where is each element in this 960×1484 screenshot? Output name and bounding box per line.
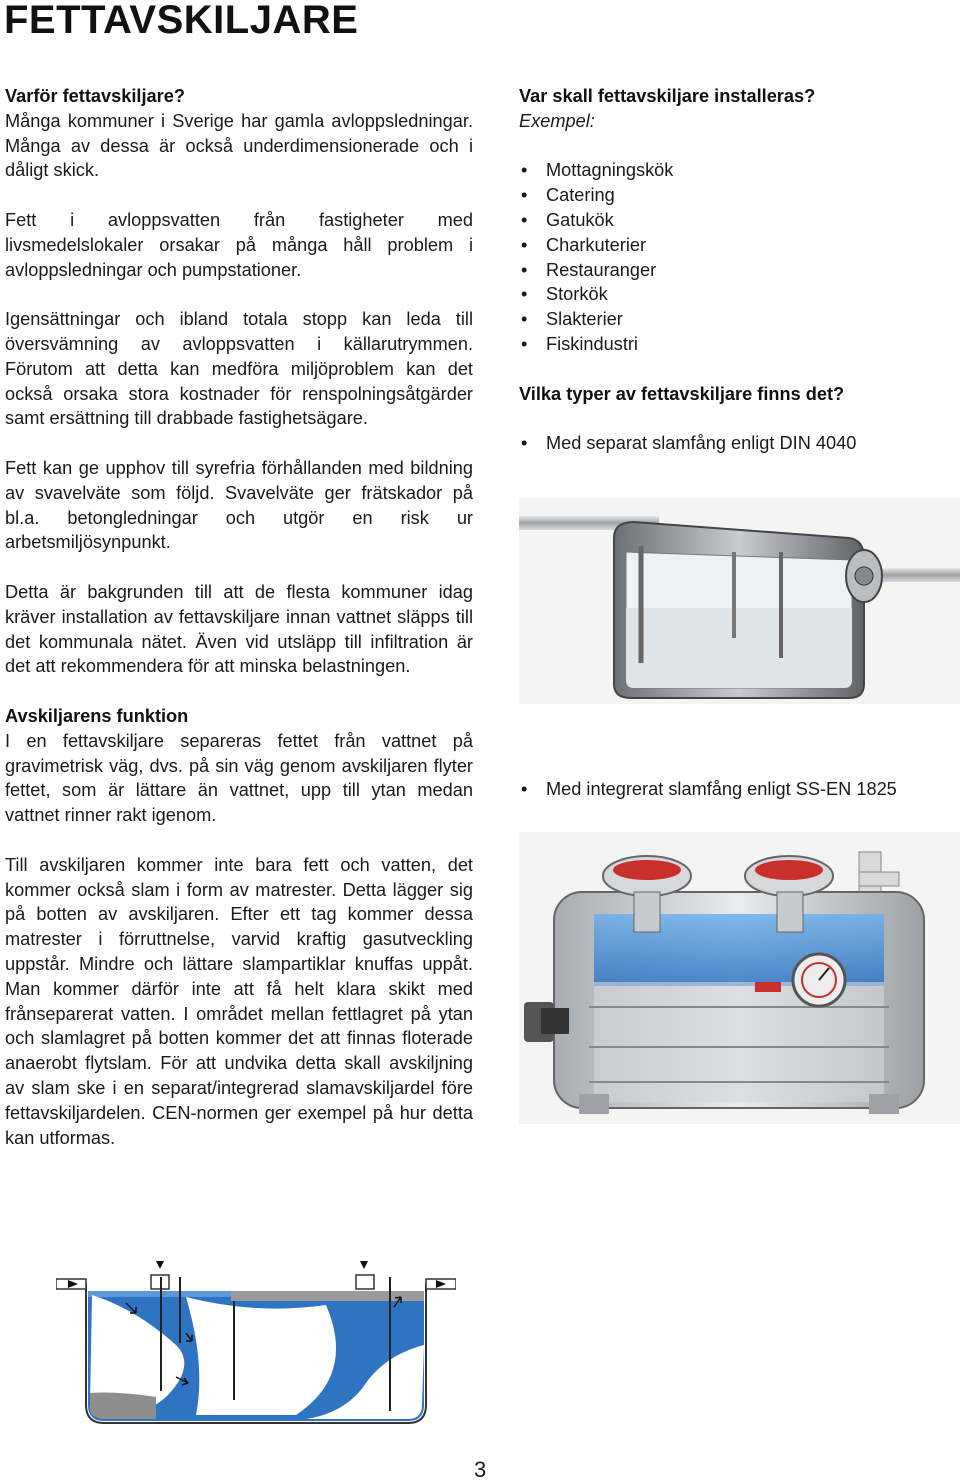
paragraph-blockages: Igensättningar och ibland totala stopp kan leda till översvämning av avloppsvatten i källarutrymmen. Förutom att detta kan medföra miljöproblem kan det också orsaka stora kostnader för renspolningsåtgärder samt ersättning till drabbade fastighetsägare. — [5, 309, 473, 429]
types-list-1 — [519, 431, 939, 456]
type-ss-en1825: • Med integrerat slamfång enligt SS-EN 1825 — [519, 777, 949, 802]
why-heading: Varför fettavskiljare? — [5, 86, 185, 106]
function-heading: Avskiljarens funktion — [5, 705, 189, 726]
left-column — [5, 84, 473, 555]
list-item: • Storkök — [519, 282, 939, 307]
separator-section-diagram — [56, 1255, 456, 1440]
list-item: • Catering — [519, 183, 939, 208]
examples-label: Exempel: — [519, 110, 595, 131]
paragraph-hydrogen-sulfide: Fett kan ge upphov till syrefria förhållanden med bildning av svavelväte som följd. Svavelväte ger frätskador på bl.a. betongledningar och utgör en risk ur arbetsmiljösynpunkt. — [5, 457, 473, 553]
paragraph-sludge: Till avskiljaren kommer inte bara fett och vatten, det kommer också slam i form av matrester. Detta lägger sig på botten av avskiljaren. Efter ett tag kommer dessa matrester i förruttnelse, varvid kraftig gasutveckling uppstår. Mindre och lättare slampartiklar knuffas uppåt. Man kommer därför inte att få helt klara skikt med frånseparerat vatten. I området mellan fettlagret på ytan och slamlagret på botten kommer det att finnas floterade anaerobt flytslam. För att undvika detta skall avskiljning av slam ske i en separat/integrerad slamavskiljardel före fettavskiljardelen. CEN-normen ger exempel på hur detta kan utformas. — [5, 854, 473, 1148]
list-item: • Mottagningskök — [519, 158, 939, 183]
list-item: • Restauranger — [519, 258, 939, 283]
list-item: • Fiskindustri — [519, 332, 939, 357]
types-list-2 — [519, 777, 949, 802]
page-number: 3 — [474, 1457, 487, 1482]
paragraph-function: I en fettavskiljare separeras fettet från vattnet på gravimetrisk väg, dvs. på sin väg genom avskiljaren flyter fettet, som är lättare än vattnet, upp till ytan medan vattnet rinner rakt igenom. — [5, 730, 473, 826]
paragraph-old-pipes: Många kommuner i Sverige har gamla avloppsledningar. Många av dessa är också underdimensionerade och i dåligt skick. — [5, 110, 473, 181]
page-title: FETTAVSKILJARE — [4, 0, 359, 42]
list-item: • Charkuterier — [519, 233, 939, 258]
left-column-lower — [5, 580, 473, 1150]
right-column — [519, 84, 939, 456]
where-heading: Var skall fettavskiljare installeras? — [519, 86, 816, 106]
paragraph-background: Detta är bakgrunden till att de flesta kommuner idag kräver installation av fettavskiljare innan vattnet släpps till det kommunala nätet. Även vid utsläpp till infiltration är det att rekommendera för att minska belastningen. — [5, 582, 473, 677]
separator-illustration-din4040 — [519, 498, 960, 704]
list-item: • Gatukök — [519, 208, 939, 233]
separator-illustration-ss-en1825 — [519, 832, 960, 1124]
type-din4040: • Med separat slamfång enligt DIN 4040 — [519, 431, 939, 456]
list-item: • Slakterier — [519, 307, 939, 332]
paragraph-fat-problems: Fett i avloppsvatten från fastigheter med livsmedelslokaler orsakar på många håll problem i avloppsledningar och pumpstationer. — [5, 209, 473, 280]
types-heading: Vilka typer av fettavskiljare finns det? — [519, 383, 845, 404]
examples-list — [519, 158, 939, 356]
